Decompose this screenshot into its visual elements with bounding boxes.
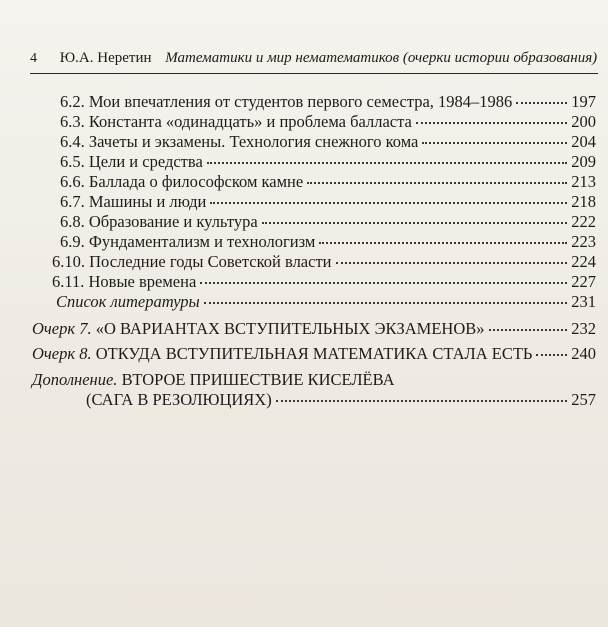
toc-entry-label: 6.10. Последние годы Советской власти [52,252,332,271]
header-author: Ю.А. Неретин [59,50,152,66]
dot-leader [276,400,568,402]
toc-entry[interactable] [60,212,596,232]
toc-entry-page: 197 [571,92,596,111]
toc-entry-prefix: Очерк 7. [32,319,92,338]
dot-leader [210,202,567,204]
toc-entry-page: 204 [571,132,596,151]
dot-leader [416,122,567,124]
toc-entry-page: 200 [571,112,596,131]
toc-entry-label: 6.7. Машины и люди [60,192,207,211]
toc-entry-page: 223 [571,232,596,251]
toc-entry-page: 213 [571,172,596,191]
toc-entry-label: 6.9. Фундаментализм и технологизм [60,232,316,251]
toc-entry[interactable] [60,192,596,212]
toc-entry-page: 209 [571,152,596,171]
toc-entry-appendix-line2[interactable] [86,390,596,410]
toc-entry-page: 240 [571,344,596,363]
toc-entry-label: 6.11. Новые времена [52,272,197,291]
toc-entry-essay-8[interactable] [32,344,596,364]
toc-entry-page: 257 [571,390,596,409]
toc-entry-prefix: Очерк 8. [32,344,92,363]
toc-entry-page: 227 [571,272,596,291]
header-title: Математики и мир нематематиков (очерки истории образования) [165,50,598,66]
toc-entry-label: 6.8. Образование и культура [60,212,258,231]
dot-leader [536,354,567,356]
dot-leader [200,282,567,284]
toc-entry-page: 218 [571,192,596,211]
header-rule [30,73,598,74]
toc-entry[interactable] [52,272,596,292]
toc-entry-page: 224 [571,252,596,271]
dot-leader [207,162,567,164]
toc-entry-prefix: Дополнение. [32,370,118,389]
running-header [30,50,598,67]
toc-entry[interactable] [60,172,596,192]
toc-entry-label: 6.6. Баллада о философском камне [60,172,304,191]
toc-entry-label: «О ВАРИАНТАХ ВСТУПИТЕЛЬНЫХ ЭКЗАМЕНОВ» [95,319,485,338]
page-number: 4 [30,51,37,66]
dot-leader [422,142,567,144]
dot-leader [489,329,568,331]
toc-entry-page: 232 [571,319,596,338]
toc-entry[interactable] [60,232,596,252]
dot-leader [319,242,567,244]
toc-entry[interactable] [60,112,596,132]
toc-entry-label: 6.5. Цели и средства [60,152,203,171]
toc-entry-label-continued: (САГА В РЕЗОЛЮЦИЯХ) [86,390,272,409]
toc-entry-label: Список литературы [56,292,200,311]
toc-entry-appendix-line1[interactable] [32,370,395,390]
dot-leader [516,102,567,104]
dot-leader [336,262,568,264]
dot-leader [307,182,567,184]
toc-entry[interactable] [60,92,596,112]
toc-entry-label: 6.2. Мои впечатления от студентов первого семестра, 1984–1986 [60,92,513,111]
toc-entry[interactable] [60,152,596,172]
toc-entry-references[interactable] [56,292,596,312]
toc-entry-label: ОТКУДА ВСТУПИТЕЛЬНАЯ МАТЕМАТИКА СТАЛА ЕСТЬ [95,344,533,363]
toc-entry-label: 6.4. Зачеты и экзамены. Технология снежного кома [60,132,419,151]
dot-leader [262,222,568,224]
toc-entry-label: 6.3. Константа «одинадцать» и проблема балласта [60,112,412,131]
toc-entry[interactable] [52,252,596,272]
toc-entry-page: 222 [571,212,596,231]
dot-leader [204,302,568,304]
toc-entry-page: 231 [571,292,596,311]
toc-entry-label: ВТОРОЕ ПРИШЕСТВИЕ КИСЕЛЁВА [121,370,395,389]
toc-entry-essay-7[interactable] [32,319,596,339]
toc-entry[interactable] [60,132,596,152]
